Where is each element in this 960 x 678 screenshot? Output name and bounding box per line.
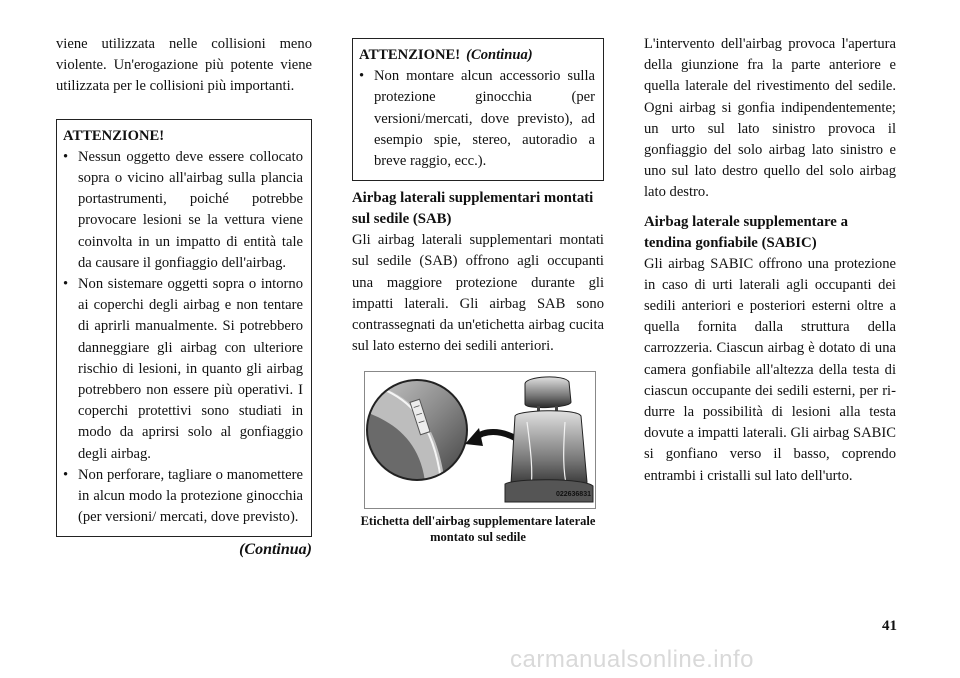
figure-code: 022636831 xyxy=(555,491,591,499)
warning-list xyxy=(63,147,303,529)
right-column xyxy=(644,34,896,487)
warning-item: • Non montare alcun accessorio sulla protezione ginocchia (per versioni/mercati, dove previsto), ad esempio spie, stereo, autoradio a breve raggio, ecc.). xyxy=(359,66,595,172)
warning-item: • Nessun oggetto deve essere collocato sopra o vicino all'airbag sulla plancia portastrumenti, poiché potrebbe provocare lesioni se la vettura viene coinvolta in un impatto di entità tale da causare il gonfiaggio dell'airbag. xyxy=(63,147,303,274)
continued-label: (Continua) xyxy=(239,541,312,559)
deployment-paragraph: L'intervento dell'airbag provoca l'apertura della giunzione fra la parte anteriore e quella laterale del rivestimento del sedile. Ogni airbag si gonfia indipendentemente; un urto sul lato sinistro provoca il gonfiaggio del solo airbag lato sinistro e uno sul lato destro quello del solo airbag lato destro. xyxy=(644,36,896,201)
warning-title: ATTENZIONE! xyxy=(63,127,165,144)
warning-box-continued xyxy=(352,38,604,181)
warning-item: • Non perforare, tagliare o manomettere in alcun modo la protezione ginocchia (per versioni/ mercati, dove previsto). xyxy=(63,465,303,529)
warning-box xyxy=(56,119,312,538)
intro-paragraph: viene utilizzata nelle collisioni meno violente. Un'erogazione più potente viene utilizzata per le collisioni più importanti. xyxy=(56,36,312,95)
warning-title xyxy=(359,45,595,66)
site-watermark: carmanualsonline.info xyxy=(510,646,754,673)
left-column xyxy=(56,34,312,561)
warning-list xyxy=(359,66,595,172)
section-heading-sab: Airbag laterali supplementari montati sul sedile (SAB) xyxy=(352,190,594,228)
seat-airbag-label-figure xyxy=(364,371,596,509)
middle-column xyxy=(352,34,604,545)
section-heading-sabic: Airbag laterale supplementare a tendina gonfiabile (SABIC) xyxy=(644,213,848,251)
sab-paragraph: Gli airbag laterali supplementari montati sul sedile (SAB) offrono agli occupanti una maggiore protezione durante gli impatti laterali. Gli airbag SAB sono contrassegnati da un'etichetta airbag cucita sul lato esterno dei sedili anteriori. xyxy=(352,232,604,355)
warning-title-text: ATTENZIONE! xyxy=(359,47,461,63)
sabic-paragraph: Gli airbag SABIC offrono una protezione in caso di urti laterali agli occupanti dei sedili anteriori e posteriori esterni oltre a quella fornita dalla struttura della carrozzeria. Ciascun airbag è dotato di una camera gonfiabile all'altezza della testa di ciascun occupante dei sedili esterni, per ridurre la possibilità di lesioni alla testa dovute a impatti laterali. Gli airbag SABIC si gonfiano verso il basso, coprendo entrambi i cristalli sul lato dell'urto. xyxy=(644,255,896,484)
figure-caption: Etichetta dell'airbag supplementare laterale montato sul sedile xyxy=(360,514,596,545)
warning-item: • Non sistemare oggetti sopra o intorno ai coperchi degli airbag e non tentare di aprirli manualmente. Si potrebbero danneggiare gli airbag con ulteriore rischio di lesioni, in quanto gli airbag potrebbero non essere più operativi. I coperchi protettivi sono studiati in modo da aprirsi solo al gonfiaggio degli airbag. xyxy=(63,274,303,465)
page-number: 41 xyxy=(882,618,897,634)
warning-continued-label: (Continua) xyxy=(466,47,533,63)
